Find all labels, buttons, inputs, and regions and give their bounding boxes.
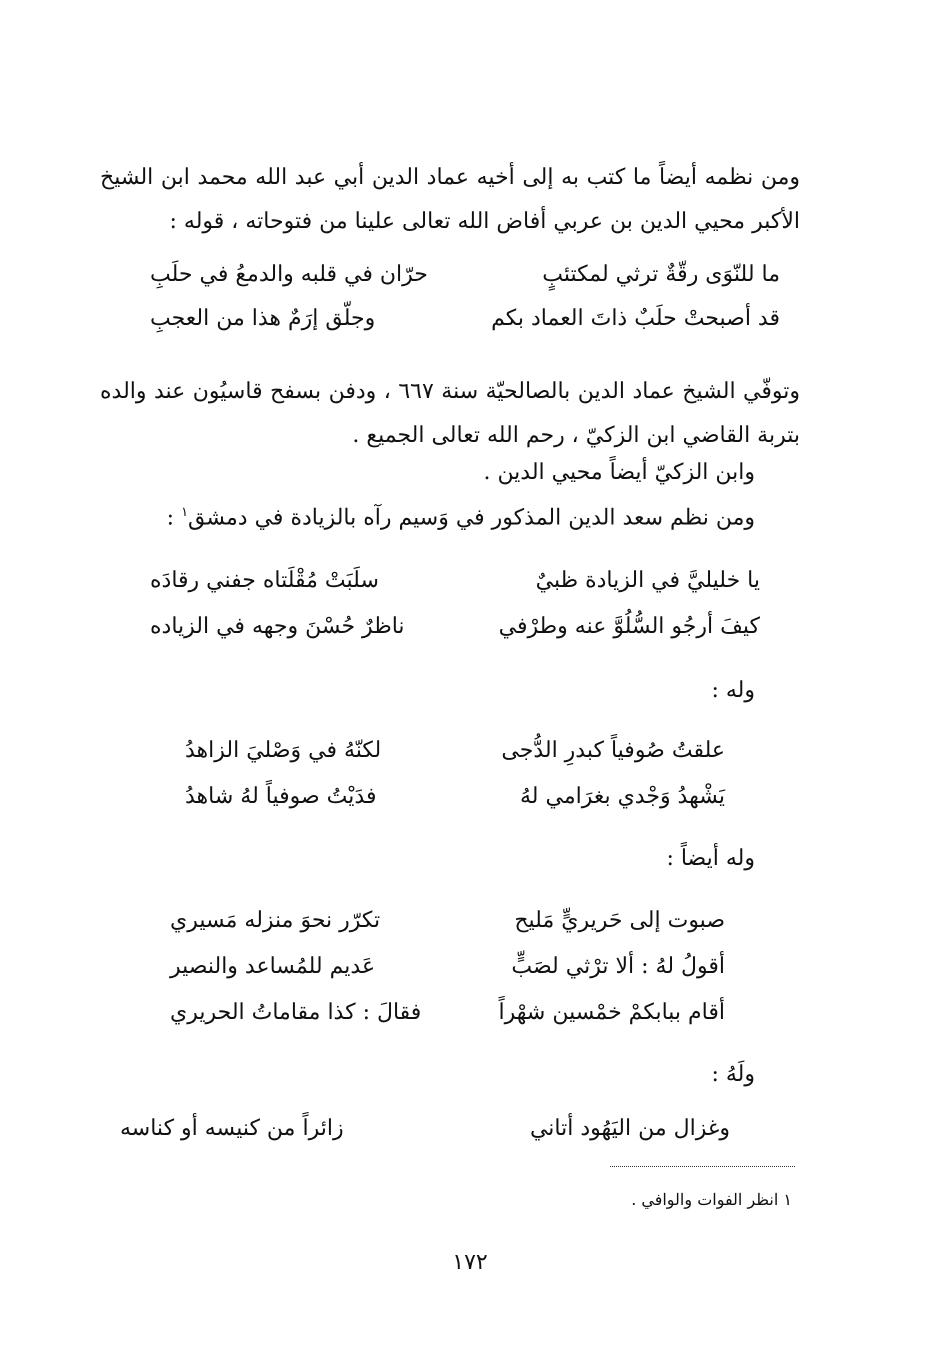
verse-hemistich-first: كيفَ أرجُو السُّلُوَّ عنه وطرْفي xyxy=(498,614,760,639)
verse-line xyxy=(150,306,780,346)
footnote: ١ انظر الفوات والوافي . xyxy=(631,1190,792,1209)
verse-hemistich-second: فقالَ : كذا مقاماتُ الحريري xyxy=(170,1000,422,1025)
verse-hemistich-first: وغزال من اليَهُود أتاني xyxy=(529,1116,730,1141)
verse-hemistich-second: زائراً من كنيسه أو كناسه xyxy=(120,1116,344,1141)
intro-paragraph: ومن نظمه أيضاً ما كتب به إلى أخيه عماد الدين أبي عبد الله محمد ابن الشيخ الأكبر محيي الدين بن عربي أفاض الله تعالى علينا من فتوحاته ، قوله : xyxy=(100,165,800,234)
verse-hemistich-first: أقولُ لهُ : ألا ترْثي لصَبٍّ xyxy=(511,954,725,979)
verse-hemistich-second: حرّان في قلبه والدمعُ في حلَبِ xyxy=(150,262,428,287)
verse-line xyxy=(185,738,725,778)
verse-hemistich-second: وجلّق إرَمٌ هذا من العجبِ xyxy=(150,306,376,331)
verse-line xyxy=(150,568,760,608)
verse-line xyxy=(150,614,760,654)
verse-hemistich-first: ما للنّوَى رقّةٌ ترثي لمكتئبٍ xyxy=(542,262,780,287)
verse-intro-colon: : xyxy=(166,505,182,531)
verse-hemistich-first: يَشْهدُ وَجْدي بغرَامي لهُ xyxy=(519,784,725,809)
verse-hemistich-second: ناظرٌ حُسْنَ وجهه في الزياده xyxy=(150,614,405,639)
verse-hemistich-second: تكرّر نحوَ منزله مَسيري xyxy=(170,908,381,933)
verse-line xyxy=(170,908,725,948)
verse-hemistich-first: يا خليليَّ في الزيادة ظبيٌ xyxy=(535,568,760,593)
verse-line xyxy=(120,1116,730,1156)
verse-hemistich-first: قد أصبحتْ حلَبٌ ذاتَ العماد بكم xyxy=(491,306,780,331)
verse-line xyxy=(150,262,780,302)
verse-intro-line xyxy=(167,505,755,530)
verse-hemistich-second: سلَبَتْ مُقْلَتاه جفني رقادَه xyxy=(150,568,379,593)
footnote-marker: ١ xyxy=(181,505,189,520)
verse-line xyxy=(170,954,725,994)
note-line: وابن الزكيّ أيضاً محيي الدين . xyxy=(483,460,755,485)
section-label: ولَهُ : xyxy=(711,1062,755,1087)
verse-intro-text: ومن نظم سعد الدين المذكور في وَسيم رآه بالزيادة في دمشق xyxy=(188,505,755,531)
footnote-divider xyxy=(610,1166,795,1167)
section-label: وله أيضاً : xyxy=(666,846,755,871)
verse-line xyxy=(170,1000,725,1040)
page-number: ١٧٢ xyxy=(452,1250,488,1275)
verse-hemistich-second: فدَيْتُ صوفياً لهُ شاهدُ xyxy=(185,784,377,809)
verse-hemistich-second: لكنّهُ في وَصْليَ الزاهدُ xyxy=(185,738,382,763)
verse-hemistich-first: صبوت إلى حَريريٍّ مَليح xyxy=(514,908,725,933)
section-label: وله : xyxy=(711,678,755,703)
verse-hemistich-second: عَديم للمُساعد والنصير xyxy=(170,954,376,979)
verse-hemistich-first: أقام ببابكمْ خمْسين شهْراً xyxy=(498,1000,725,1025)
verse-hemistich-first: علقتُ صُوفياً كبدرِ الدُّجى xyxy=(501,738,725,763)
verse-line xyxy=(185,784,725,824)
death-paragraph: وتوفّي الشيخ عماد الدين بالصالحيّة سنة ٦٦٧ ، ودفن بسفح قاسيُون عند والده بتربة القاضي ابن الزكيّ ، رحم الله تعالى الجميع . xyxy=(100,379,800,448)
